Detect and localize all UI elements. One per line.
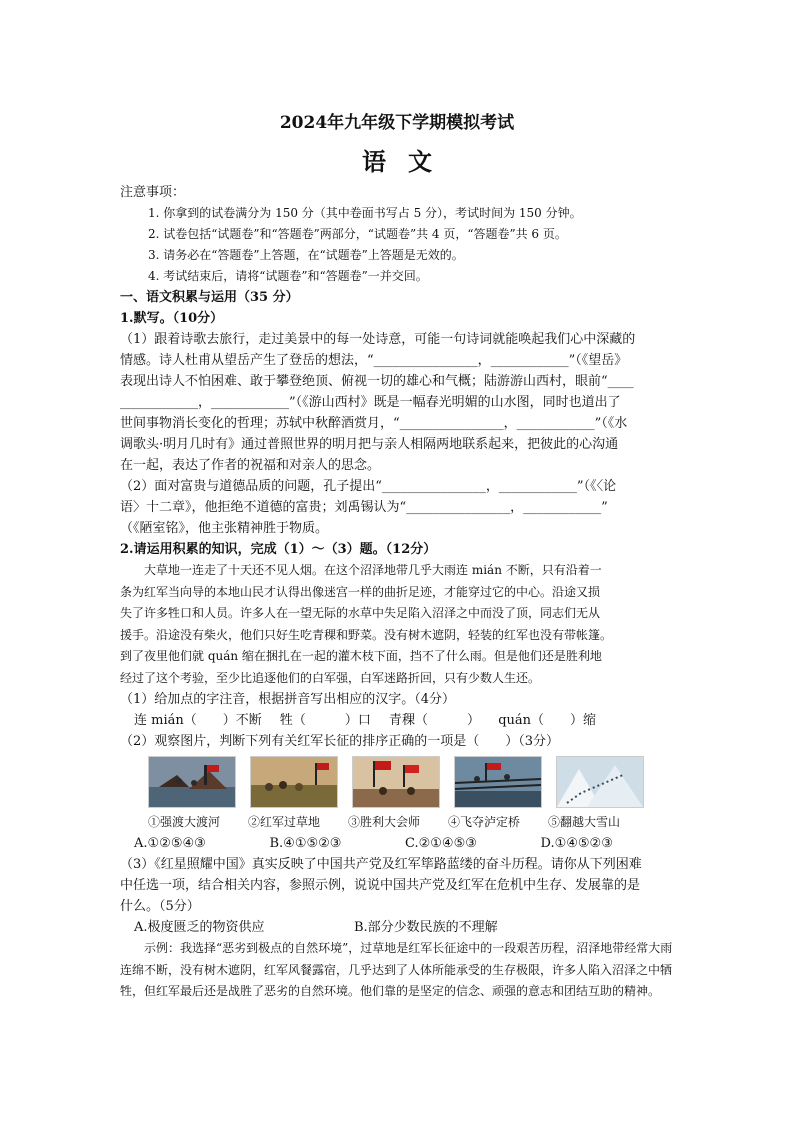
passage-line: 失了许多牲口和人员。许多人在一望无际的水草中失足陷入沼泽之中而没了顶，同志们无从 <box>120 606 601 620</box>
pinyin-blanks <box>120 710 676 731</box>
painting-river-crossing-icon <box>148 756 236 808</box>
painting-luding-bridge-icon <box>454 756 542 808</box>
question-2-sub3-line: 什么。（5分） <box>120 899 200 914</box>
subject-title: 语文 <box>362 147 454 176</box>
example-answer: 示例：我选择“恶劣到极点的自然环境”，过草地是红军长征途中的一段艰苦历程，沼泽地带经常大雨连绵不断，没有树木遮阴，红军风餐露宿，几乎达到了人体所能承受的生存极限，许多人陷入沼泽之中牺牲，但红军最后还是战胜了恶劣的自然环境。他们靠的是坚定的信念、顽强的意志和团结互助的精神。 <box>120 941 673 998</box>
question-1-line: ____________，____________”（《游山西村》既是一幅春光明媚的山水图，同时也道出了 <box>120 395 621 410</box>
question-2-sub1: （1）给加点的字注音，根据拼音写出相应的汉字。（4分） <box>120 692 456 707</box>
passage-line: 援手。沿途没有柴火，他们只好生吃青稞和野菜。没有树木遮阴，轻装的红军也没有带帐篷。 <box>120 627 613 642</box>
painting-snow-mountain-icon <box>556 756 644 808</box>
notice-heading: 注意事项： <box>120 185 186 200</box>
question-1-line: 情感。诗人杜甫从望岳产生了登岳的想法，“________________，____________”（《望岳》 <box>120 353 628 368</box>
caption: ①强渡大渡河 <box>148 815 221 829</box>
caption: ②红军过草地 <box>248 815 321 829</box>
blank-item: 牲（ ）口 <box>279 713 371 728</box>
exam-title: 2024年九年级下学期模拟考试 <box>279 113 515 133</box>
option-a: A.极度匮乏的物资供应 <box>134 920 265 935</box>
question-1-line: 表现出诗人不怕困难、敢于攀登绝顶、俯视一切的雄心和气概；陆游游山西村，眼前“____ <box>120 374 634 389</box>
image-row <box>120 756 676 806</box>
image-captions <box>120 812 676 833</box>
passage-line: 条为红军当向导的本地山民才认得出像迷宫一样的曲折足迹，才能穿过它的中心。沿途又损 <box>120 584 601 599</box>
notice-item: 3. 请务必在“答题卷”上答题，在“试题卷”上答题是无效的。 <box>148 248 464 262</box>
option-b: B.部分少数民族的不理解 <box>354 920 498 935</box>
painting-victory-meeting-icon <box>352 756 440 808</box>
difficulty-options <box>120 917 676 938</box>
question-1-line: 世间事物消长变化的哲理；苏轼中秋醉酒赏月，“________________，____________”（《水 <box>120 416 628 431</box>
choice-options <box>120 833 676 854</box>
caption: ④飞夺泸定桥 <box>448 815 521 829</box>
notice-item: 4. 考试结束后，请将“试题卷”和“答题卷”一并交回。 <box>148 269 428 283</box>
blank-item: 连 mián（ ）不断 <box>134 713 262 728</box>
passage-line: 大草地一连走了十天还不见人烟。在这个沼泽地带几乎大雨连 mián 不断，只有沿着一 <box>144 563 602 577</box>
question-1-heading: 1.默写。（10分） <box>120 311 224 326</box>
question-2-sub3-line: （3）《红星照耀中国》真实反映了中国共产党及红军筚路蓝缕的奋斗历程。请你从下列困难 <box>120 857 642 872</box>
blank-item: quán（ ）缩 <box>498 713 597 728</box>
question-2-sub3-line: 中任选一项，结合相关内容，参照示例，说说中国共产党及红军在危机中生存、发展靠的是 <box>120 878 641 893</box>
section-heading: 一、语文积累与运用（35 分） <box>120 290 299 305</box>
notice-item: 1. 你拿到的试卷满分为 150 分（其中卷面书写占 5 分），考试时间为 150 分钟。 <box>148 206 582 220</box>
question-2-heading: 2.请运用积累的知识，完成（1）～（3）题。（12分） <box>120 542 437 557</box>
question-1-line: （2）面对富贵与道德品质的问题，孔子提出“________________，____________”（《〈论 <box>120 479 617 494</box>
question-1-line: （《陋室铭》，他主张精神胜于物质。 <box>120 521 329 536</box>
notice-item: 2. 试卷包括“试题卷”和“答题卷”两部分，“试题卷”共 4 页，“答题卷”共 6 页。 <box>148 227 567 241</box>
option-a: A.①②⑤④③ <box>134 836 206 851</box>
question-2-sub2: （2）观察图片，判断下列有关红军长征的排序正确的一项是（ ）（3分） <box>120 734 560 749</box>
question-1-line: 调歌头·明月几时有》通过普照世界的明月把与亲人相隔两地联系起来，把彼此的心沟通 <box>120 437 619 452</box>
caption: ⑤翻越大雪山 <box>548 815 621 829</box>
painting-grassland-icon <box>250 756 338 808</box>
question-1-line: 语〉十二章》，他拒绝不道德的富贵；刘禹锡认为“________________，____________” <box>120 500 608 515</box>
option-b: B.④①⑤②③ <box>269 836 342 851</box>
caption: ③胜利大会师 <box>348 815 421 829</box>
passage-line: 到了夜里他们就 quán 缩在捆扎在一起的灌木枝下面，挡不了什么雨。但是他们还是胜利地 <box>120 649 602 663</box>
question-1-line: （1）跟着诗歌去旅行，走过美景中的每一处诗意，可能一句诗词就能唤起我们心中深藏的 <box>120 332 636 347</box>
question-1-line: 在一起，表达了作者的祝福和对亲人的思念。 <box>120 458 381 473</box>
blank-item: 青稞（ ） <box>389 713 481 728</box>
option-d: D.①④⑤②③ <box>540 836 613 851</box>
option-c: C.②①④⑤③ <box>405 836 477 851</box>
exam-content <box>120 182 676 1003</box>
passage-line: 经过了这个考验，至少比追逐他们的白军强，白军迷路折回，只有少数人生还。 <box>120 670 541 685</box>
